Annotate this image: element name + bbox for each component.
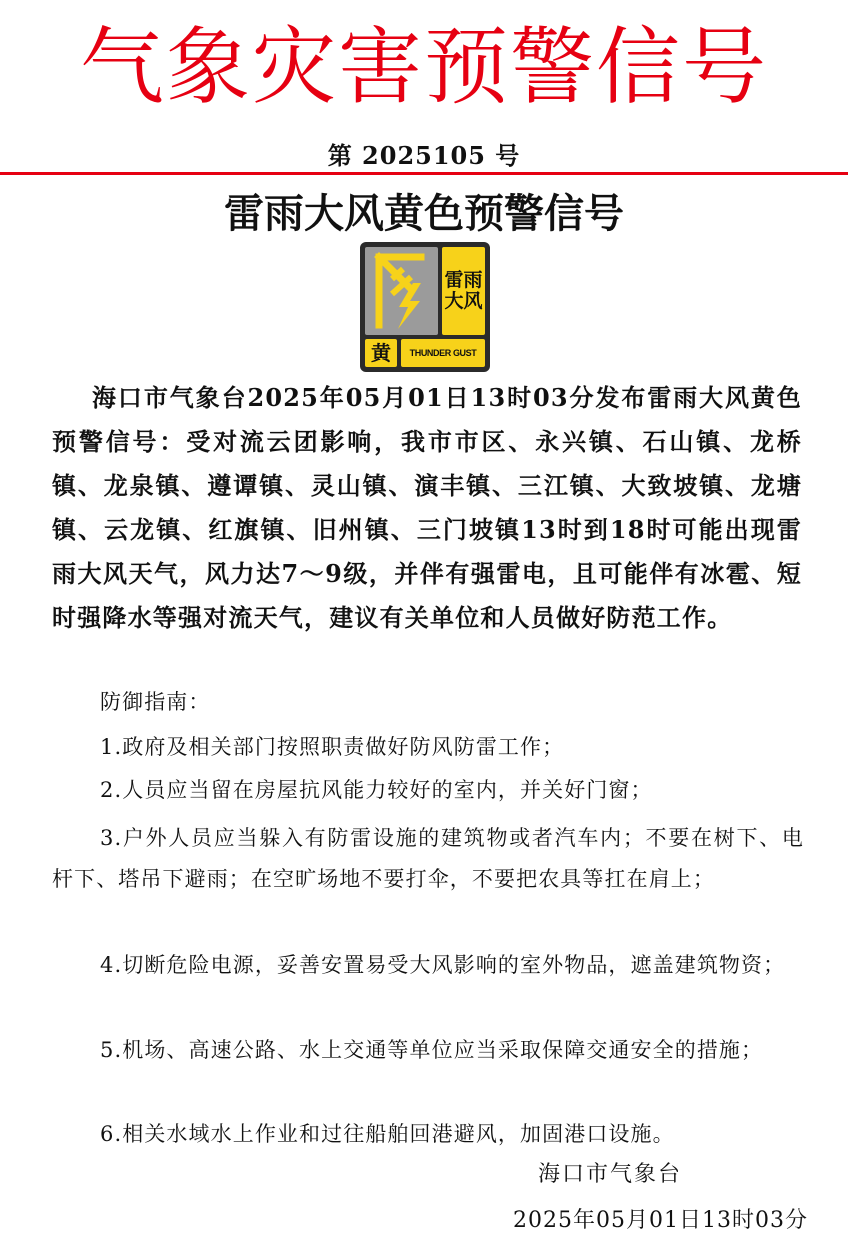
issue-date: 2025年05月01日13时03分 [513, 1208, 808, 1233]
guide-item: 3.户外人员应当躲入有防雷设施的建筑物或者汽车内；不要在树下、电杆下、塔吊下避雨；在空旷场地不要打伞，不要把农具等扛在肩上； [52, 826, 804, 891]
guide-item: 5.机场、高速公路、水上交通等单位应当采取保障交通安全的措施； [100, 1038, 764, 1062]
issuer-name: 海口市气象台 [537, 1162, 682, 1187]
guide-heading: 防御指南： [100, 690, 211, 714]
guide-item: 2.人员应当留在房屋抗风能力较好的室内，并关好门窗； [100, 778, 653, 802]
document-number: 第 2025105 号 [327, 141, 521, 170]
badge-characters: 雷雨大风 [442, 247, 485, 335]
guide-item: 6.相关水域水上作业和过往船舶回港避风，加固港口设施。 [100, 1122, 675, 1146]
lightning-icon [365, 247, 438, 335]
guide-item: 4.切断危险电源，妥善安置易受大风影响的室外物品，遮盖建筑物资； [100, 953, 786, 977]
badge-english-label: THUNDER GUST [401, 339, 485, 367]
guide-item: 1.政府及相关部门按照职责做好防风防雷工作； [100, 735, 565, 759]
signal-title: 雷雨大风黄色预警信号 [224, 191, 624, 237]
warning-body-text: 海口市气象台2025年05月01日13时03分发布雷雨大风黄色预警信号：受对流云团影响，我市市区、永兴镇、石山镇、龙桥镇、龙泉镇、遵谭镇、灵山镇、演丰镇、三江镇、大致坡镇、龙塘镇、云龙镇、红旗镇、旧州镇、三门坡镇13时到18时可能出现雷雨大风天气，风力达7～9级，并伴有强雷电，且可能伴有冰雹、短时强降水等强对流天气，建议有关单位和人员做好防范工作。 [52, 383, 802, 632]
badge-level-label: 黄 [365, 339, 397, 367]
document-header-title: 气象灾害预警信号 [79, 18, 768, 116]
red-divider [0, 172, 848, 175]
thunder-gust-yellow-icon [360, 242, 490, 372]
